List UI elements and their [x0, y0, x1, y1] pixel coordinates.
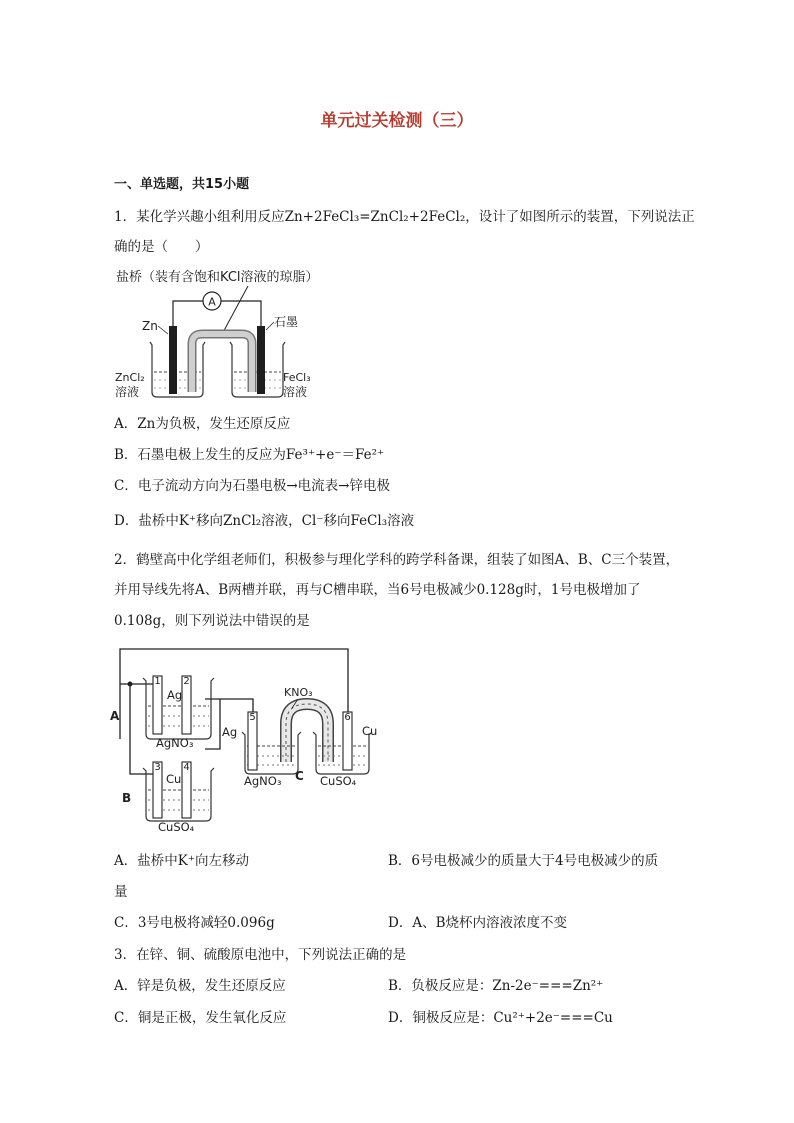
- q2-option-b-line-1: B．6号电极减少的质量大于4号电极减少的质: [388, 853, 659, 869]
- left-beaker: [150, 342, 205, 397]
- c-left-solution-label: AgNO₃: [244, 774, 282, 788]
- q1-option-d: D．盐桥中K⁺移向ZnCl₂溶液，Cl⁻移向FeCl₃溶液: [114, 513, 415, 529]
- bridge-label: KNO₃: [284, 686, 313, 699]
- graphite-electrode: [257, 326, 265, 394]
- page-title: 单元过关检测（三）: [320, 111, 474, 131]
- q1-stem-line-2: 确的是（ ）: [114, 239, 209, 255]
- electrode-2-label: 2: [183, 676, 190, 687]
- fecl3-label: FeCl₃: [283, 371, 311, 384]
- beaker-b-solution-label: CuSO₄: [158, 820, 195, 834]
- electrode-5-label: 5: [249, 712, 256, 723]
- beaker-a-metal-label: Ag: [167, 688, 183, 702]
- electrode-1-label: 1: [154, 676, 161, 687]
- c-right-metal-label: Cu: [362, 724, 378, 738]
- q2-stem-line-3: 0.108g，则下列说法中错误的是: [114, 613, 310, 629]
- q2-stem-line-1: 2．鹤壁高中化学组老师们，积极参与理化学科的跨学科备课，组装了如图A、B、C三个装置，: [114, 552, 680, 568]
- section-heading: 一、单选题，共15小题: [114, 177, 250, 192]
- right-solution-label: 溶液: [283, 385, 308, 399]
- beaker-b-metal-label: Cu: [166, 772, 182, 786]
- c-left-metal-label: Ag: [222, 725, 238, 739]
- label-b: B: [122, 791, 132, 805]
- graphite-label: 石墨: [274, 315, 299, 329]
- q1-stem-line-1: 1．某化学兴趣小组利用反应Zn+2FeCl₃=ZnCl₂+2FeCl₂，设计了如图所示的装置，下列说法正: [114, 209, 695, 225]
- q2-option-b-line-2: 量: [114, 884, 128, 900]
- q2-option-c: C．3号电极将减轻0.096g: [114, 915, 275, 931]
- q1-option-a: A．Zn为负极，发生还原反应: [114, 416, 291, 432]
- q1-galvanic-cell-figure: [110, 264, 370, 406]
- zn-label: Zn: [142, 319, 158, 333]
- q2-option-a: A．盐桥中K⁺向左移动: [114, 853, 249, 869]
- q2-option-d: D．A、B烧杯内溶液浓度不变: [388, 915, 567, 931]
- salt-bridge: [192, 334, 252, 392]
- q2-electrolysis-figure: [108, 644, 390, 840]
- left-solution-label: 溶液: [115, 385, 140, 399]
- electrode-4-label: 4: [183, 762, 190, 773]
- q3-option-c: C．铜是正极，发生氧化反应: [114, 1010, 287, 1026]
- electrode-6-label: 6: [344, 712, 351, 723]
- q2-stem-line-2: 并用导线先将A、B两槽并联，再与C槽串联，当6号电极减少0.128g时，1号电极增加了: [114, 582, 641, 598]
- label-c: C: [295, 769, 304, 783]
- zncl2-label: ZnCl₂: [115, 371, 145, 384]
- c-right-solution-label: CuSO₄: [320, 774, 357, 788]
- q1-figure-caption: 盐桥（装有含饱和KCl溶液的琼脂）: [116, 270, 319, 285]
- q1-option-b: B．石墨电极上发生的反应为Fe³⁺+e⁻＝Fe²⁺: [114, 447, 385, 463]
- q3-option-a: A．锌是负极，发生还原反应: [114, 978, 286, 994]
- zn-electrode: [169, 326, 177, 394]
- q3-option-b: B．负极反应是：Zn-2e⁻===Zn²⁺: [388, 978, 604, 994]
- q1-option-c: C．电子流动方向为石墨电极→电流表→锌电极: [114, 478, 390, 494]
- ammeter-label: A: [208, 295, 216, 309]
- electrode-3-label: 3: [154, 762, 161, 773]
- beaker-a-solution-label: AgNO₃: [156, 736, 194, 750]
- q3-stem: 3．在锌、铜、硫酸原电池中，下列说法正确的是: [114, 947, 407, 963]
- q3-option-d: D．铜极反应是：Cu²⁺+2e⁻===Cu: [388, 1010, 613, 1026]
- label-a: A: [110, 709, 120, 723]
